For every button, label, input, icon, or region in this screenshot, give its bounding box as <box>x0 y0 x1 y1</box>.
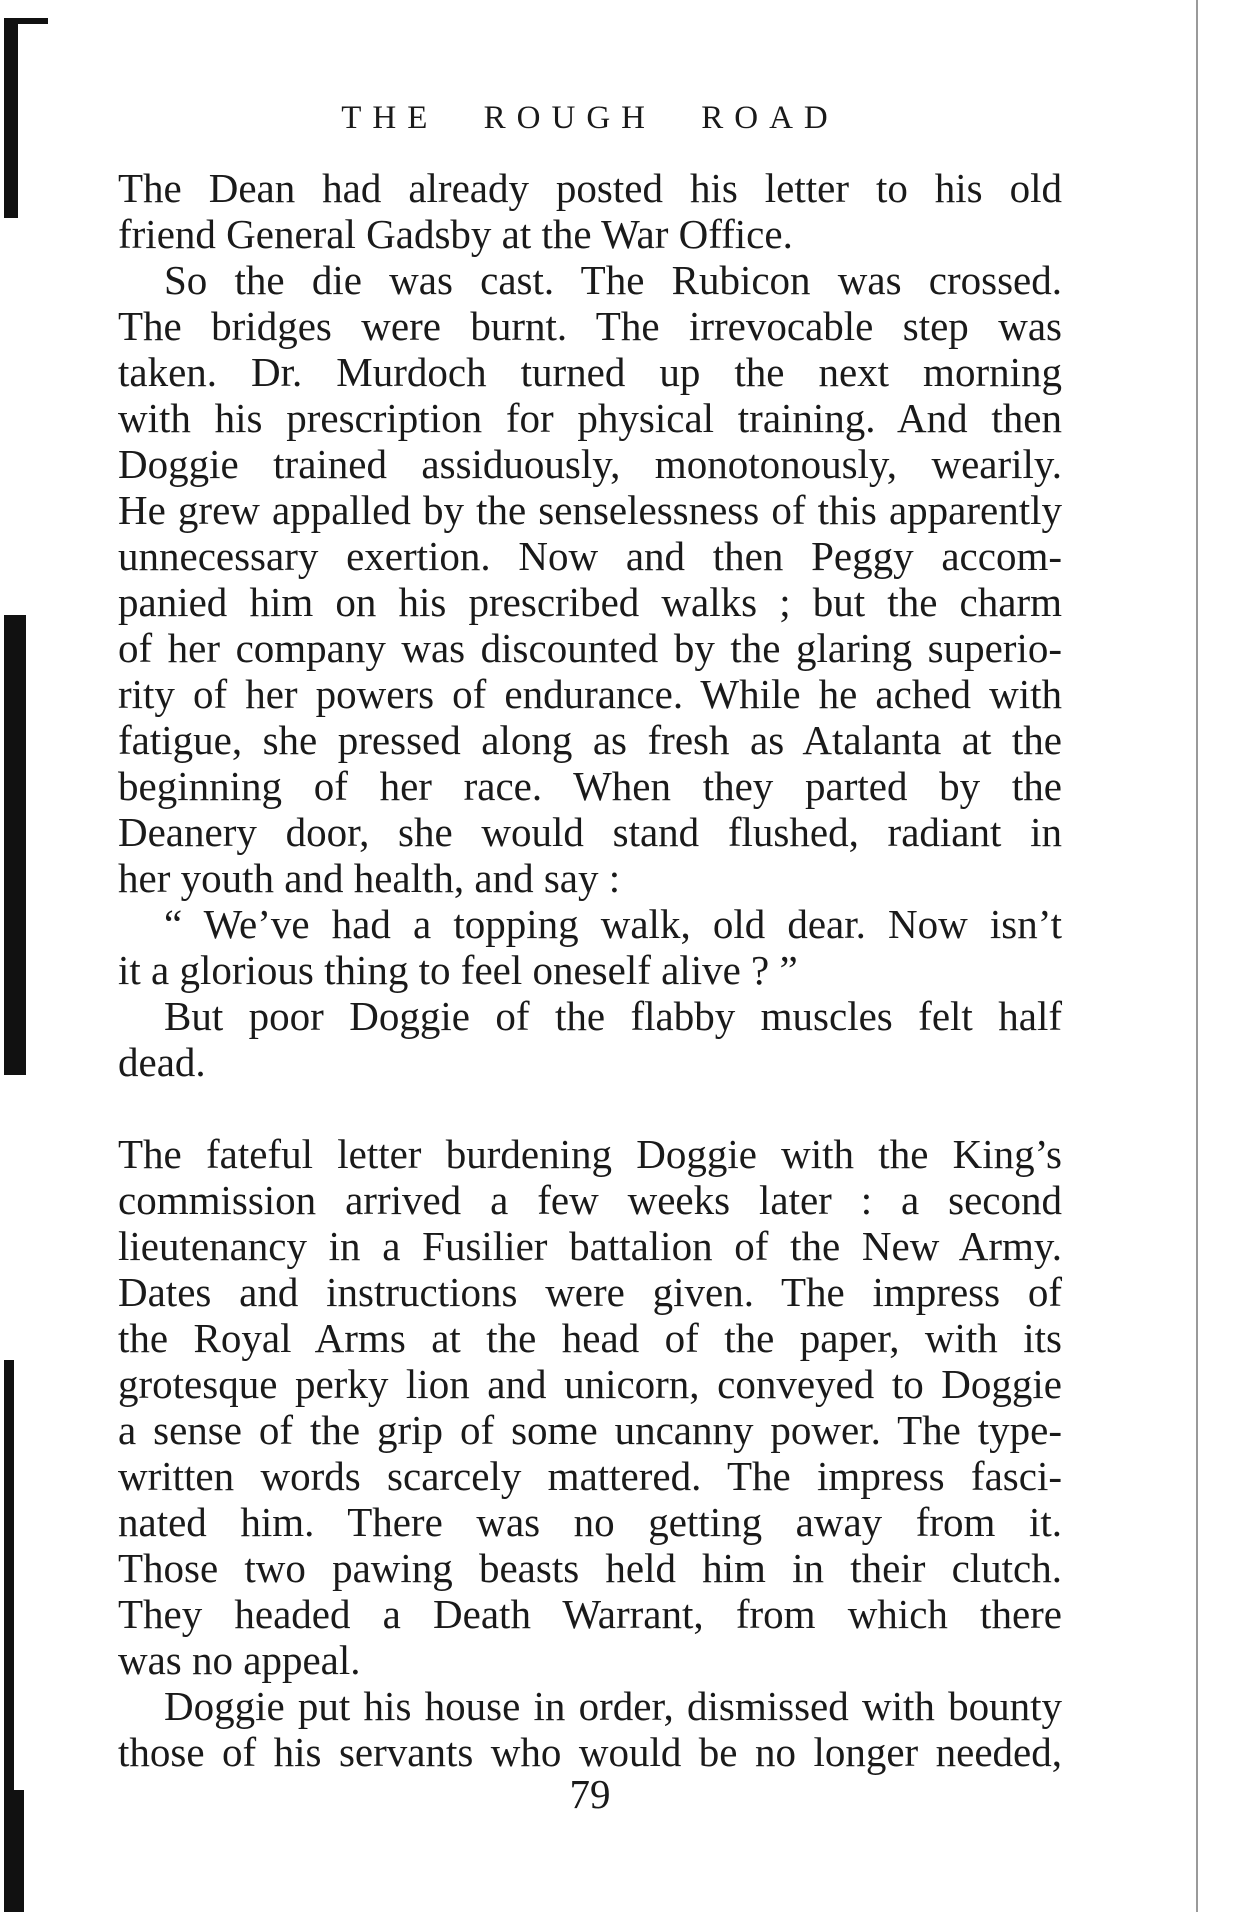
page-number: 79 <box>569 1771 611 1817</box>
text-line: with his prescription for physical training. And then <box>118 395 1062 441</box>
text-line: fatigue, she pressed along as fresh as Atalanta at the <box>118 717 1062 763</box>
text-line: panied him on his prescribed walks ; but the charm <box>118 579 1062 625</box>
text-line: Deanery door, she would stand flushed, radiant in <box>118 809 1062 855</box>
text-line: He grew appalled by the senselessness of this apparently <box>118 487 1062 533</box>
text-line: Doggie trained assiduously, monotonously, wearily. <box>118 441 1062 487</box>
text-line: beginning of her race. When they parted by the <box>118 763 1062 809</box>
text-line: it a glorious thing to feel oneself alive ? ” <box>118 947 798 993</box>
text-line: But poor Doggie of the flabby muscles felt half <box>164 993 1062 1039</box>
text-line: friend General Gadsby at the War Office. <box>118 211 793 257</box>
text-line: dead. <box>118 1039 206 1085</box>
paragraph <box>118 257 1062 901</box>
text-line: was no appeal. <box>118 1637 361 1683</box>
paragraph <box>118 1131 1062 1683</box>
text-line: Those two pawing beasts held him in their clutch. <box>118 1545 1062 1591</box>
text-line: Doggie put his house in order, dismissed with bounty <box>164 1683 1062 1729</box>
text-line: lieutenancy in a Fusilier battalion of the New Army. <box>118 1223 1062 1269</box>
text-line: those of his servants who would be no longer needed, <box>118 1729 1062 1775</box>
text-line: The fateful letter burdening Doggie with the King’s <box>118 1131 1062 1177</box>
text-line: written words scarcely mattered. The impress fasci- <box>118 1453 1062 1499</box>
text-line: rity of her powers of endurance. While he ached with <box>118 671 1062 717</box>
text-line: The bridges were burnt. The irrevocable step was <box>118 303 1062 349</box>
paragraph <box>118 993 1062 1085</box>
section-break <box>118 1085 1062 1131</box>
body-text <box>118 165 1062 1775</box>
text-line: a sense of the grip of some uncanny power. The type- <box>118 1407 1062 1453</box>
page-right-edge <box>1196 0 1198 1912</box>
text-line: the Royal Arms at the head of the paper, with its <box>118 1315 1062 1361</box>
paragraph <box>118 901 1062 993</box>
text-line: taken. Dr. Murdoch turned up the next morning <box>118 349 1062 395</box>
text-line: commission arrived a few weeks later : a second <box>118 1177 1062 1223</box>
text-line: So the die was cast. The Rubicon was crossed. <box>164 257 1062 303</box>
text-line: unnecessary exertion. Now and then Peggy accom- <box>118 533 1062 579</box>
text-line: The Dean had already posted his letter to his old <box>118 165 1062 211</box>
text-line: Dates and instructions were given. The impress of <box>118 1269 1062 1315</box>
paragraph <box>118 165 1062 257</box>
page-left-edge-shadow <box>0 0 46 1912</box>
text-line: “ We’ve had a topping walk, old dear. Now isn’t <box>164 901 1062 947</box>
text-line: her youth and health, and say : <box>118 855 621 901</box>
text-line: of her company was discounted by the glaring superio- <box>118 625 1062 671</box>
text-line: They headed a Death Warrant, from which there <box>118 1591 1062 1637</box>
running-head: THE ROUGH ROAD <box>341 100 839 136</box>
text-line: grotesque perky lion and unicorn, conveyed to Doggie <box>118 1361 1062 1407</box>
text-line: nated him. There was no getting away from it. <box>118 1499 1062 1545</box>
paragraph <box>118 1683 1062 1775</box>
